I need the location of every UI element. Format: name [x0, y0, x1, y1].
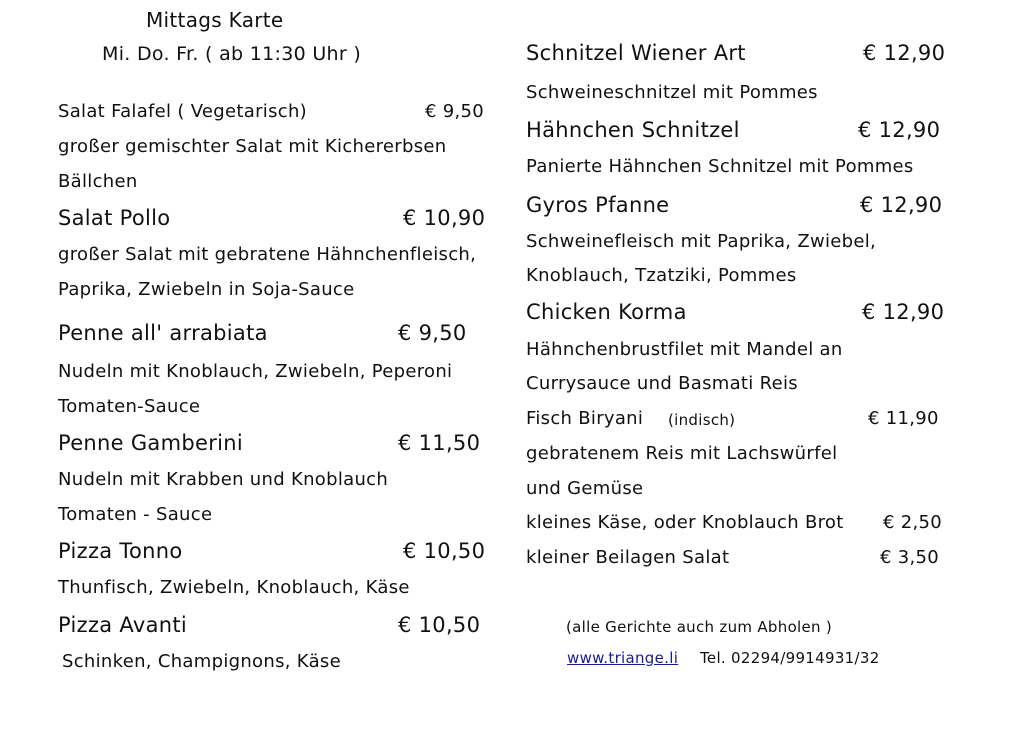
item-price-gyros-pfanne: € 12,90 [860, 193, 943, 217]
item-name-salat-pollo: Salat Pollo [58, 206, 171, 230]
item-desc: und Gemüse [526, 478, 644, 499]
item-price-fisch-biryani: € 11,90 [868, 408, 939, 429]
item-desc: Panierte Hähnchen Schnitzel mit Pommes [526, 156, 914, 177]
item-price-chicken-korma: € 12,90 [862, 300, 945, 324]
extra-price-brot: € 2,50 [883, 512, 943, 533]
item-price-haehnchen-schnitzel: € 12,90 [858, 118, 941, 142]
item-name-pizza-tonno: Pizza Tonno [58, 539, 183, 563]
item-price-penne-gamberini: € 11,50 [398, 431, 481, 455]
item-price-salat-pollo: € 10,90 [403, 206, 486, 230]
item-name-haehnchen-schnitzel: Hähnchen Schnitzel [526, 118, 740, 142]
item-desc: großer gemischter Salat mit Kichererbsen [58, 136, 447, 157]
item-desc: Tomaten-Sauce [58, 396, 201, 417]
item-desc: großer Salat mit gebratene Hähnchenfleisch, [58, 244, 477, 265]
item-name-penne-gamberini: Penne Gamberini [58, 431, 244, 455]
menu-title: Mittags Karte [146, 8, 284, 32]
item-name-salat-falafel: Salat Falafel ( Vegetarisch) [58, 101, 307, 122]
item-desc: Bällchen [58, 171, 138, 192]
item-price-pizza-avanti: € 10,50 [398, 613, 481, 637]
item-desc: Currysauce und Basmati Reis [526, 373, 798, 394]
item-price-salat-falafel: € 9,50 [425, 101, 485, 122]
item-desc: gebratenem Reis mit Lachswürfel [526, 443, 838, 464]
item-desc: Nudeln mit Knoblauch, Zwiebeln, Peperoni [58, 361, 453, 382]
item-desc: Schweineschnitzel mit Pommes [526, 82, 818, 103]
footer-note: (alle Gerichte auch zum Abholen ) [566, 618, 833, 636]
menu-days: Mi. Do. Fr. ( ab 11:30 Uhr ) [102, 43, 362, 65]
item-name-chicken-korma: Chicken Korma [526, 300, 687, 324]
item-note-fisch-biryani: (indisch) [668, 411, 736, 429]
item-name-pizza-avanti: Pizza Avanti [58, 613, 188, 637]
item-desc: Hähnchenbrustfilet mit Mandel an [526, 339, 843, 360]
item-desc: Thunfisch, Zwiebeln, Knoblauch, Käse [58, 577, 410, 598]
item-name-penne-arrabiata: Penne all' arrabiata [58, 321, 268, 345]
item-name-schnitzel-wiener: Schnitzel Wiener Art [526, 41, 746, 65]
item-price-schnitzel-wiener: € 12,90 [863, 41, 946, 65]
extra-name-brot: kleines Käse, oder Knoblauch Brot [526, 512, 844, 533]
website-link[interactable]: www.triange.li [567, 649, 679, 667]
item-desc: Nudeln mit Krabben und Knoblauch [58, 469, 389, 490]
item-desc: Schweinefleisch mit Paprika, Zwiebel, [526, 231, 877, 252]
extra-name-salat: kleiner Beilagen Salat [526, 547, 730, 568]
item-desc: Schinken, Champignons, Käse [62, 651, 341, 672]
item-name-gyros-pfanne: Gyros Pfanne [526, 193, 670, 217]
item-desc: Knoblauch, Tzatziki, Pommes [526, 265, 797, 286]
item-desc: Paprika, Zwiebeln in Soja-Sauce [58, 279, 355, 300]
item-desc: Tomaten - Sauce [58, 504, 213, 525]
item-price-penne-arrabiata: € 9,50 [398, 321, 467, 345]
item-name-fisch-biryani: Fisch Biryani [526, 408, 644, 429]
phone-number: Tel. 02294/9914931/32 [700, 649, 880, 667]
item-price-pizza-tonno: € 10,50 [403, 539, 486, 563]
extra-price-salat: € 3,50 [880, 547, 940, 568]
